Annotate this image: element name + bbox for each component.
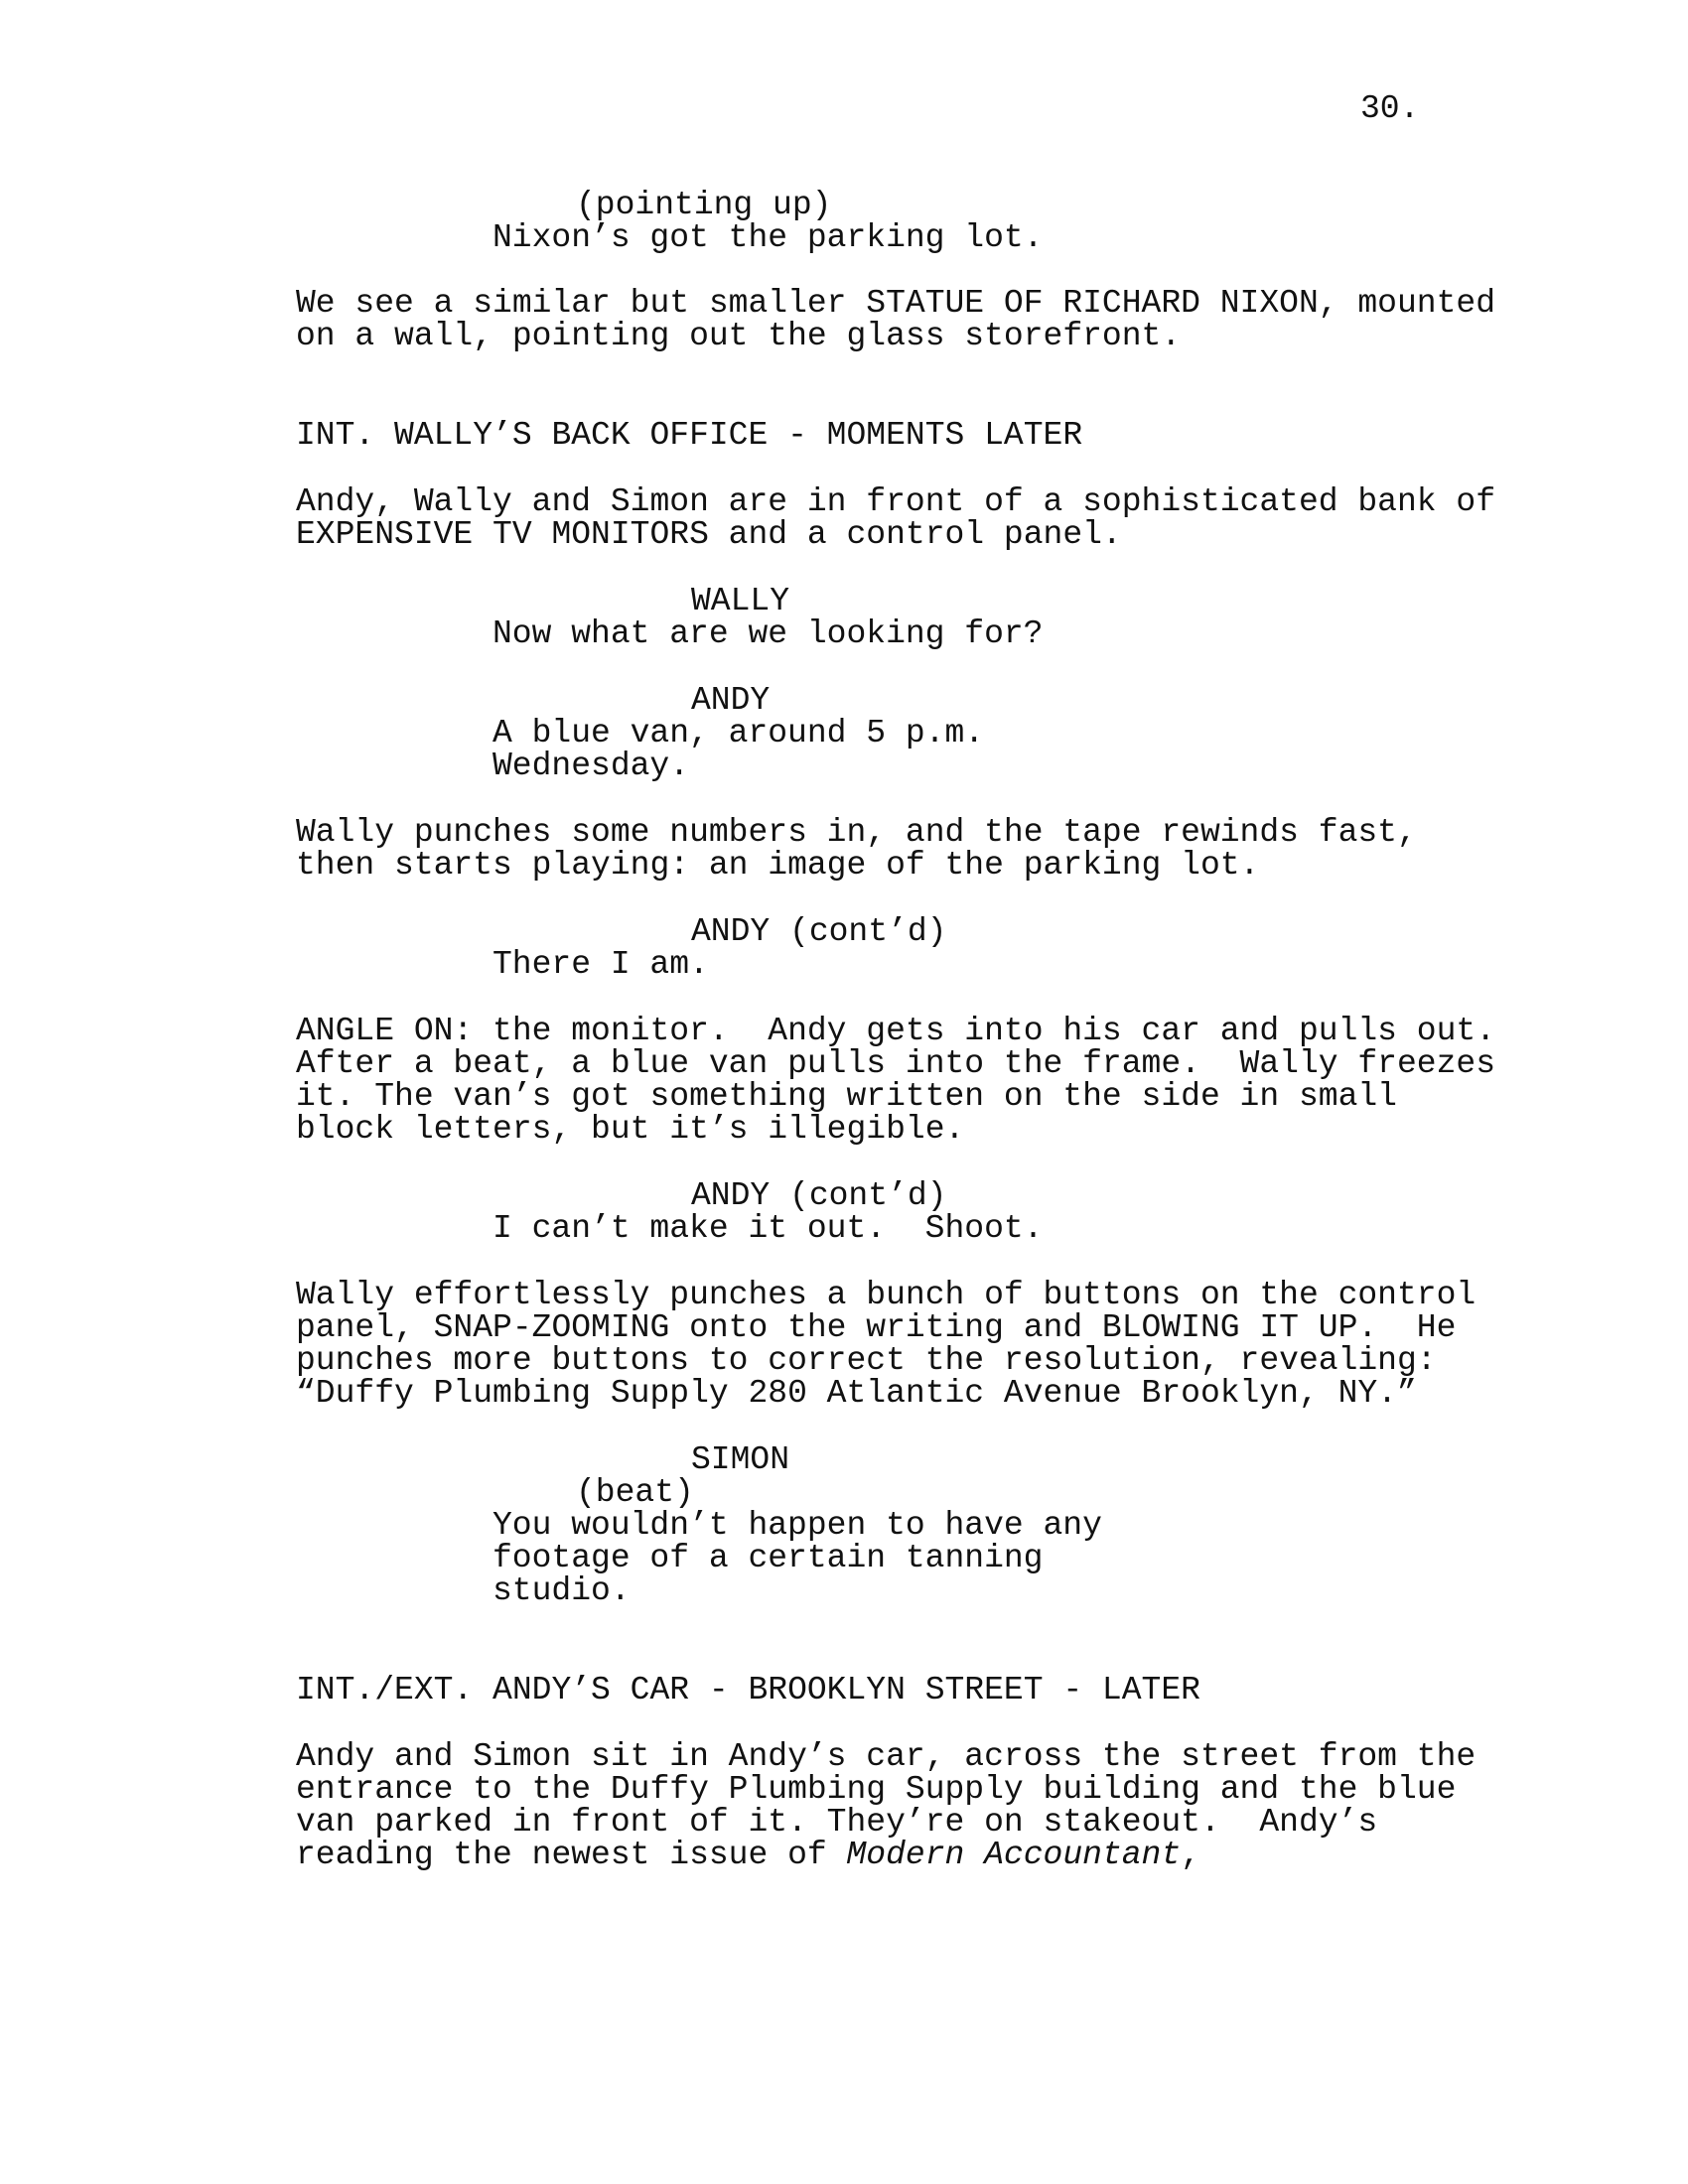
action-line: Wally punches some numbers in, and the tape rewinds fast, [296,814,1417,851]
character-name: ANDY (cont’d) [691,1177,947,1214]
dialogue: Now what are we looking for? [492,615,1044,652]
character-name: ANDY [691,682,771,719]
action-line: Andy, Wally and Simon are in front of a sophisticated bank of [296,483,1495,520]
scene-heading: INT./EXT. ANDY’S CAR - BROOKLYN STREET - LATER [296,1672,1200,1708]
dialogue: Nixon’s got the parking lot. [492,219,1044,256]
parenthetical: (pointing up) [576,187,832,223]
dialogue: I can’t make it out. Shoot. [492,1210,1044,1247]
action-line: ANGLE ON: the monitor. Andy gets into his car and pulls out. [296,1013,1495,1049]
parenthetical: (beat) [576,1474,694,1511]
action-line: EXPENSIVE TV MONITORS and a control panel. [296,516,1122,553]
action-line [296,1839,1200,1872]
dialogue: footage of a certain tanning [492,1540,1044,1576]
action-line: After a beat, a blue van pulls into the frame. Wally freezes [296,1045,1495,1082]
action-line: “Duffy Plumbing Supply 280 Atlantic Avenue Brooklyn, NY.” [296,1375,1417,1412]
action-line: We see a similar but smaller STATUE OF RICHARD NIXON, mounted [296,285,1495,322]
dialogue: A blue van, around 5 p.m. [492,715,985,751]
page-number: 30. [1360,90,1420,127]
action-line: then starts playing: an image of the parking lot. [296,847,1260,884]
dialogue: Wednesday. [492,748,690,784]
action-line: on a wall, pointing out the glass storefront. [296,318,1182,354]
action-line: van parked in front of it. They’re on stakeout. Andy’s [296,1804,1378,1841]
action-line: punches more buttons to correct the resolution, revealing: [296,1342,1437,1379]
action-line: Wally effortlessly punches a bunch of buttons on the control [296,1277,1477,1313]
character-name: WALLY [691,583,790,619]
dialogue: There I am. [492,946,709,983]
action-line: block letters, but it’s illegible. [296,1111,965,1148]
action-line: panel, SNAP-ZOOMING onto the writing and BLOWING IT UP. He [296,1309,1457,1346]
publication-title: Modern Accountant [846,1837,1182,1873]
action-line: entrance to the Duffy Plumbing Supply building and the blue [296,1771,1457,1808]
action-line: Andy and Simon sit in Andy’s car, across the street from the [296,1738,1477,1775]
character-name: SIMON [691,1441,790,1478]
action-text: reading the newest issue of [296,1837,847,1873]
character-name: ANDY (cont’d) [691,913,947,950]
action-text: , [1181,1837,1200,1873]
scene-heading: INT. WALLY’S BACK OFFICE - MOMENTS LATER [296,417,1083,454]
dialogue: studio. [492,1572,631,1609]
dialogue: You wouldn’t happen to have any [492,1507,1102,1544]
action-line: it. The van’s got something written on the side in small [296,1078,1397,1115]
